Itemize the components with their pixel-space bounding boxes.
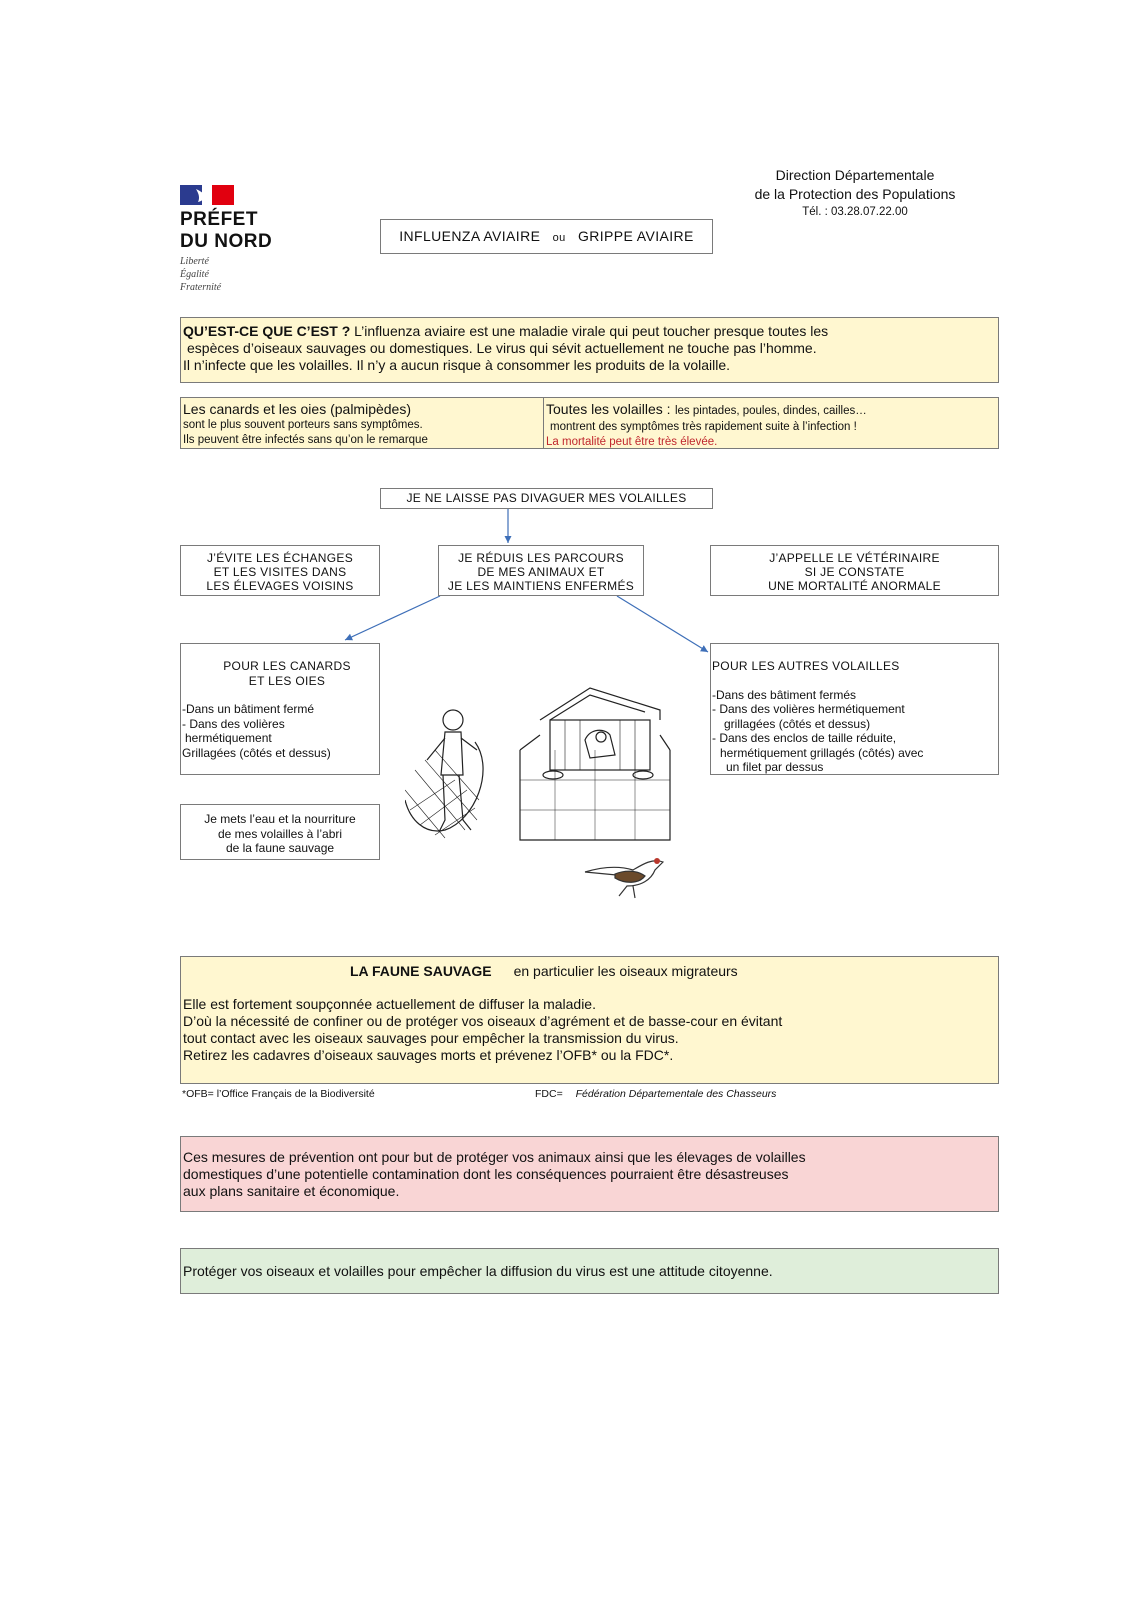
flow-middle-box xyxy=(438,545,644,596)
ducks-measures-box xyxy=(180,643,380,775)
footnote-fdc xyxy=(535,1088,776,1100)
poultry-info-line-2: La mortalité peut être très élevée. xyxy=(546,436,718,448)
title-left: INFLUENZA AVIAIRE xyxy=(399,228,541,244)
poultry-info-examples: les pintades, poules, dindes, cailles… xyxy=(674,405,867,417)
coop-icon xyxy=(520,688,670,840)
pheasant-icon xyxy=(585,858,663,898)
flow-left-line-2: ET LES VISITES DANS xyxy=(213,565,347,579)
intro-box xyxy=(180,317,999,383)
flow-right-line-1: J’APPELLE LE VÉTÉRINAIRE xyxy=(769,551,940,565)
dept-phone: Tél. : 03.28.07.22.00 xyxy=(802,206,908,218)
water-line-1: Je mets l’eau et la nourriture xyxy=(204,812,356,826)
wildlife-title: LA FAUNE SAUVAGE xyxy=(350,963,492,979)
wildlife-box xyxy=(180,956,999,1084)
flow-right-line-2: SI JE CONSTATE xyxy=(804,565,905,579)
prevention-line-3: aux plans sanitaire et économique. xyxy=(183,1183,400,1199)
dept-line-2: de la Protection des Populations xyxy=(754,186,956,202)
ducks-info-title: Les canards et les oies (palmipèdes) xyxy=(183,401,412,417)
water-line-2: de mes volailles à l’abri xyxy=(217,826,343,841)
poultry-info-box xyxy=(543,397,999,449)
ducks-item-4: Grillagées (côtés et dessus) xyxy=(182,745,331,760)
water-line-3: de la faune sauvage xyxy=(225,841,335,855)
ducks-title-line-2: ET LES OIES xyxy=(248,673,326,688)
title-box xyxy=(380,219,713,254)
intro-line-3: Il n’infecte que les volailles. Il n’y a aucun risque à consommer les produits de la volaille. xyxy=(183,357,731,373)
wildlife-line-4: Retirez les cadavres d’oiseaux sauvages morts et prévenez l’OFB* ou la FDC*. xyxy=(183,1047,674,1063)
poultry-info-title: Toutes les volailles : xyxy=(546,401,671,417)
civic-box xyxy=(180,1248,999,1294)
ducks-info-box xyxy=(180,397,544,449)
person-with-net-icon xyxy=(405,710,483,838)
flow-left-line-1: J’ÉVITE LES ÉCHANGES xyxy=(206,551,354,565)
marianne-flag-icon xyxy=(180,185,234,205)
footnote-fdc-text: Fédération Départementale des Chasseurs xyxy=(575,1088,777,1100)
flow-middle-line-2: DE MES ANIMAUX ET xyxy=(477,565,605,579)
flow-right-box xyxy=(710,545,999,596)
flow-middle-line-1: JE RÉDUIS LES PARCOURS xyxy=(458,551,624,565)
title-or: ou xyxy=(552,232,566,244)
flow-left-line-3: LES ÉLEVAGES VOISINS xyxy=(206,579,354,593)
illustration-poultry-enclosure xyxy=(405,680,705,910)
prefet-logo xyxy=(180,185,300,295)
prevention-line-1: Ces mesures de prévention ont pour but de protéger vos animaux ainsi que les élevages de volailles xyxy=(183,1149,806,1165)
others-title: POUR LES AUTRES VOLAILLES xyxy=(712,659,900,673)
intro-line-1: L’influenza aviaire est une maladie virale qui peut toucher presque toutes les xyxy=(354,323,829,339)
motto-liberte: Liberté xyxy=(180,256,209,267)
poultry-info-line-1: montrent des symptômes très rapidement suite à l’infection ! xyxy=(550,421,857,433)
wildlife-line-2: D’où la nécessité de confiner ou de protéger vos oiseaux d’agrément et de basse-cour en évitant xyxy=(183,1013,783,1029)
motto-egalite: Égalité xyxy=(180,269,209,280)
intro-label: QU’EST-CE QUE C’EST ? xyxy=(183,323,351,339)
logo-line-2: DU NORD xyxy=(180,231,273,252)
logo-motto xyxy=(180,255,221,294)
prevention-box xyxy=(180,1136,999,1212)
others-item-1: -Dans des bâtiment fermés xyxy=(712,687,857,702)
flow-right-line-3: UNE MORTALITÉ ANORMALE xyxy=(768,579,941,593)
title-right: GRIPPE AVIAIRE xyxy=(577,228,694,244)
ducks-info-line-1: sont le plus souvent porteurs sans symptômes. xyxy=(183,419,423,431)
arrow-middle-to-ducks xyxy=(345,596,440,640)
motto-fraternite: Fraternité xyxy=(180,282,222,293)
others-item-6: un filet par dessus xyxy=(726,760,824,774)
department-header xyxy=(735,166,975,220)
ducks-item-3: hermétiquement xyxy=(185,731,272,745)
others-item-4: - Dans des enclos de taille réduite, xyxy=(712,731,897,745)
intro-line-2: espèces d’oiseaux sauvages ou domestiques. Le virus qui sévit actuellement ne touche pas l’homme. xyxy=(187,340,817,356)
flow-middle-line-3: JE LES MAINTIENS ENFERMÉS xyxy=(447,579,635,593)
ducks-title-line-1: POUR LES CANARDS xyxy=(223,659,351,673)
wildlife-line-3: tout contact avec les oiseaux sauvages pour empêcher la transmission du virus. xyxy=(183,1030,679,1046)
water-food-box xyxy=(180,804,380,860)
others-item-3: grillagées (côtés et dessus) xyxy=(724,716,871,731)
flow-top-box: JE NE LAISSE PAS DIVAGUER MES VOLAILLES xyxy=(380,488,713,509)
arrow-middle-to-others xyxy=(617,596,708,652)
ducks-item-2: - Dans des volières xyxy=(182,716,285,731)
others-measures-box xyxy=(710,643,999,775)
others-item-2: - Dans des volières hermétiquement xyxy=(712,702,905,716)
wildlife-subtitle: en particulier les oiseaux migrateurs xyxy=(513,963,738,979)
ducks-item-1: -Dans un bâtiment fermé xyxy=(182,702,315,716)
others-item-5: hermétiquement grillagés (côtés) avec xyxy=(720,745,924,760)
ducks-info-line-2: Ils peuvent être infectés sans qu’on le remarque xyxy=(183,434,428,446)
footnote-ofb: *OFB= l’Office Français de la Biodiversité xyxy=(182,1088,375,1100)
wildlife-line-1: Elle est fortement soupçonnée actuellement de diffuser la maladie. xyxy=(183,996,596,1012)
logo-line-1: PRÉFET xyxy=(180,209,258,230)
footnote-fdc-label: FDC= xyxy=(535,1088,563,1100)
civic-text: Protéger vos oiseaux et volailles pour empêcher la diffusion du virus est une attitude citoyenne. xyxy=(183,1263,773,1279)
dept-line-1: Direction Départementale xyxy=(775,167,935,183)
flow-left-box xyxy=(180,545,380,596)
prevention-line-2: domestiques d’une potentielle contamination dont les conséquences pourraient être désastreuses xyxy=(183,1166,789,1182)
